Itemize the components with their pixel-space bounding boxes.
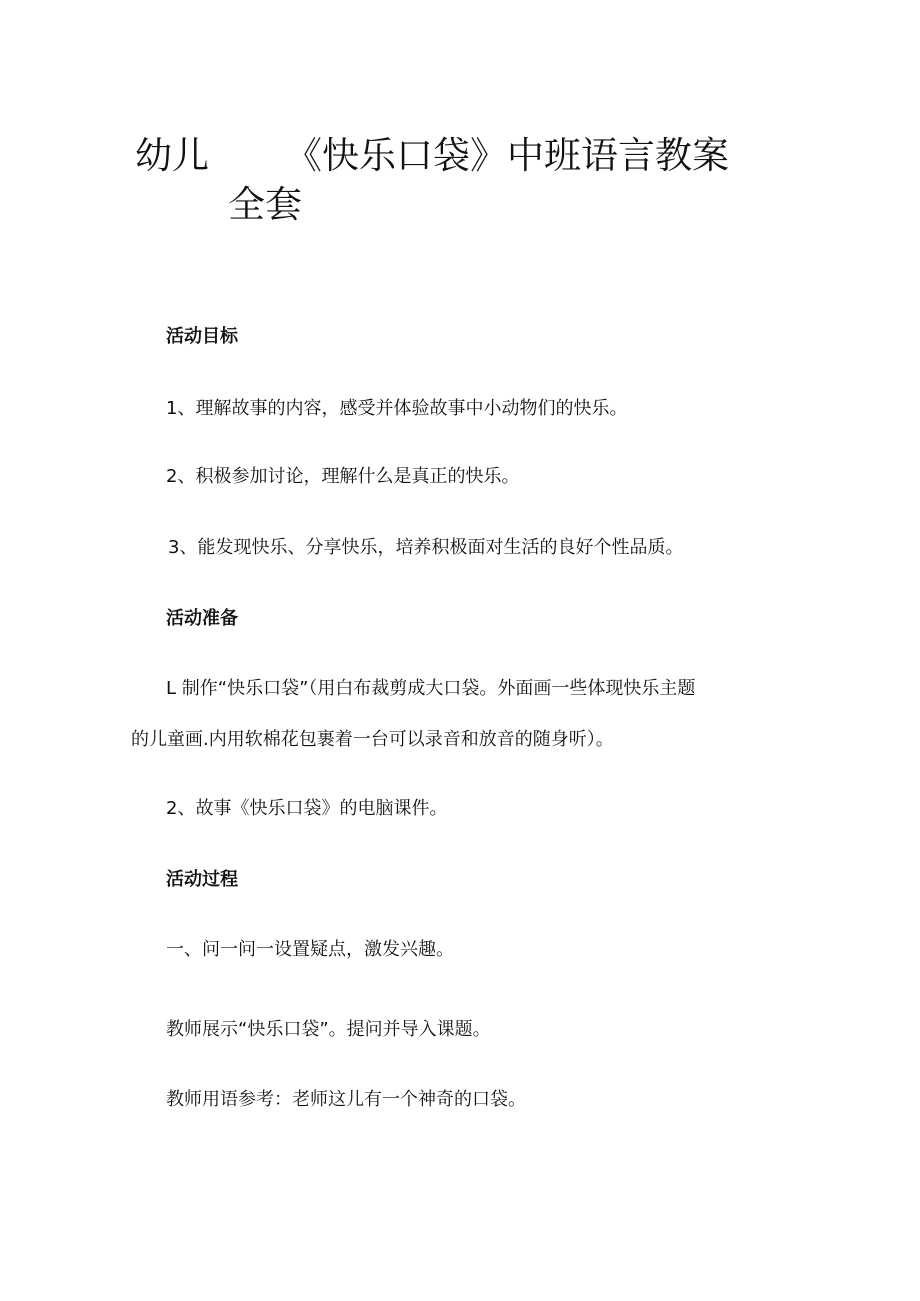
section-heading-process: 活动过程 <box>166 869 238 890</box>
prep-item-2: 2、故事《快乐口袋》的电脑课件。 <box>166 798 448 819</box>
section-heading-goals: 活动目标 <box>166 326 238 347</box>
section-heading-preparation: 活动准备 <box>166 608 238 629</box>
title-line-2: 全套 <box>228 183 302 226</box>
title-part-1: 幼儿 <box>135 134 209 177</box>
prep-item-1-line-2: 的儿童画.内用软棉花包裹着一台可以录音和放音的随身听）。 <box>131 729 614 750</box>
title-part-2: 《快乐口袋》中班语言教案 <box>285 134 729 177</box>
goal-item-3: 3、能发现快乐、分享快乐，培养积极面对生活的良好个性品质。 <box>168 537 684 558</box>
process-item-2: 教师展示“快乐口袋”。提问并导入课题。 <box>166 1019 491 1040</box>
process-item-3: 教师用语参考：老师这儿有一个神奇的口袋。 <box>166 1089 526 1110</box>
process-item-1: 一、问一问一设置疑点，激发兴趣。 <box>166 939 454 960</box>
goal-item-2: 2、积极参加讨论，理解什么是真正的快乐。 <box>166 466 520 487</box>
prep-item-1-line-1: L 制作“快乐口袋”（用白布裁剪成大口袋。外面画一些体现快乐主题 <box>166 678 696 699</box>
goal-item-1: 1、理解故事的内容，感受并体验故事中小动物们的快乐。 <box>166 398 628 419</box>
